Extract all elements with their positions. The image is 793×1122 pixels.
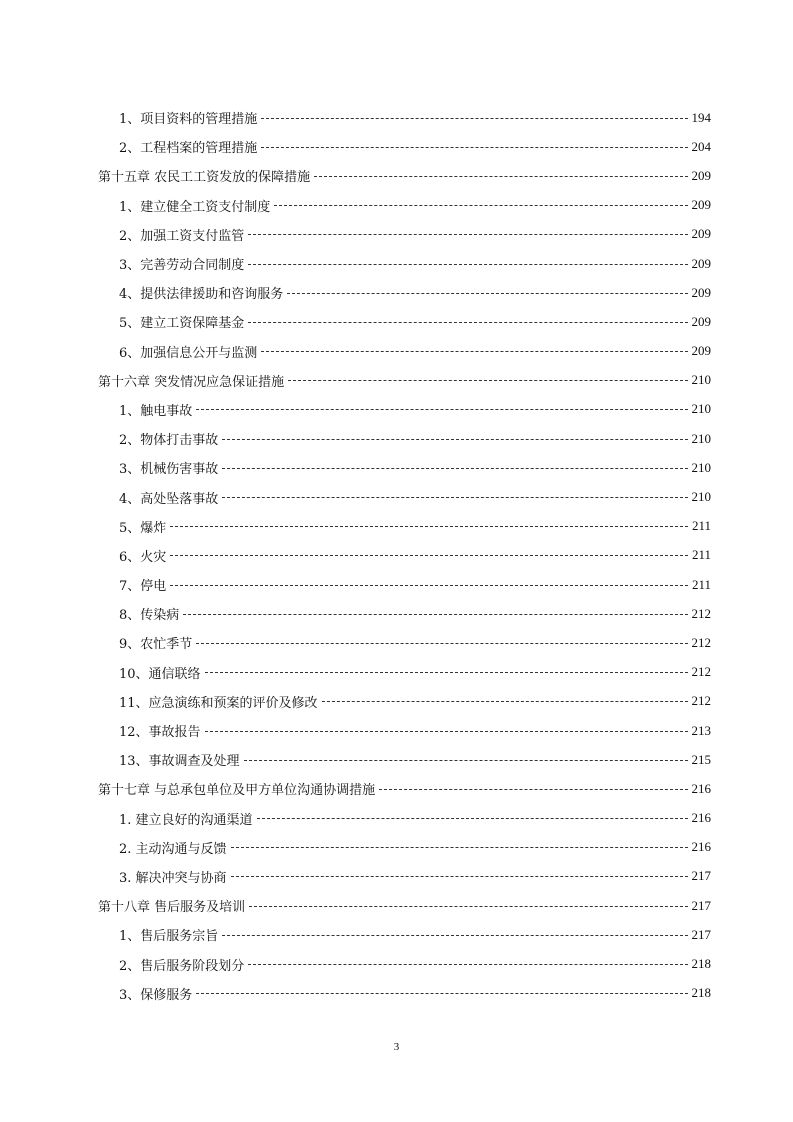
toc-leader-dots — [183, 613, 687, 615]
toc-section-entry[interactable] — [98, 979, 711, 1008]
toc-entry-title: 8、传染病 — [119, 608, 180, 624]
toc-section-entry[interactable] — [98, 191, 711, 220]
toc-section-entry[interactable] — [98, 687, 711, 716]
toc-section-entry[interactable] — [98, 599, 711, 628]
toc-entry-page: 194 — [691, 109, 711, 125]
toc-entry-page: 209 — [691, 226, 711, 242]
toc-leader-dots — [222, 467, 687, 469]
toc-leader-dots — [170, 554, 688, 556]
toc-entry-page: 217 — [691, 897, 711, 913]
toc-entry-title: 1、项目资料的管理措施 — [119, 112, 258, 128]
toc-entry-title: 13、事故调查及处理 — [119, 754, 240, 770]
toc-section-entry[interactable] — [98, 541, 711, 570]
toc-entry-title: 第十八章 售后服务及培训 — [98, 900, 246, 916]
toc-entry-title: 4、高处坠落事故 — [119, 491, 219, 507]
toc-entry-page: 210 — [691, 372, 711, 388]
toc-entry-title: 2、物体打击事故 — [119, 433, 219, 449]
toc-section-entry[interactable] — [98, 628, 711, 657]
toc-entry-title: 5、建立工资保障基金 — [119, 316, 245, 332]
toc-leader-dots — [196, 992, 687, 994]
toc-leader-dots — [274, 204, 687, 206]
toc-leader-dots — [231, 846, 688, 848]
toc-entry-page: 209 — [691, 343, 711, 359]
toc-entry-page: 212 — [691, 664, 711, 680]
toc-entry-title: 5、爆炸 — [119, 520, 167, 536]
toc-leader-dots — [261, 350, 687, 352]
toc-section-entry[interactable] — [98, 570, 711, 599]
toc-leader-dots — [222, 438, 687, 440]
toc-leader-dots — [257, 817, 688, 819]
toc-entry-page: 209 — [691, 313, 711, 329]
toc-chapter-entry[interactable] — [98, 366, 711, 395]
toc-leader-dots — [288, 379, 687, 381]
toc-leader-dots — [205, 730, 688, 732]
toc-entry-title: 7、停电 — [119, 579, 167, 595]
toc-entry-page: 209 — [691, 255, 711, 271]
toc-chapter-entry[interactable] — [98, 891, 711, 920]
toc-entry-title: 第十五章 农民工工资发放的保障措施 — [98, 170, 311, 186]
toc-entry-title: 6、火灾 — [119, 549, 167, 565]
toc-entry-title: 11、应急演练和预案的评价及修改 — [119, 695, 318, 711]
toc-entry-page: 209 — [691, 167, 711, 183]
toc-entry-title: 3、机械伤害事故 — [119, 462, 219, 478]
toc-entry-page: 209 — [691, 197, 711, 213]
toc-chapter-entry[interactable] — [98, 161, 711, 190]
toc-entry-title: 1、触电事故 — [119, 403, 193, 419]
toc-leader-dots — [244, 759, 688, 761]
toc-section-entry[interactable] — [98, 949, 711, 978]
toc-leader-dots — [231, 875, 688, 877]
toc-leader-dots — [222, 934, 687, 936]
toc-entry-page: 216 — [691, 839, 711, 855]
toc-entry-title: 1、售后服务宗旨 — [119, 929, 219, 945]
toc-entry-title: 3、完善劳动合同制度 — [119, 258, 245, 274]
toc-section-entry[interactable] — [98, 132, 711, 161]
toc-entry-title: 第十六章 突发情况应急保证措施 — [98, 374, 285, 390]
toc-section-entry[interactable] — [98, 395, 711, 424]
toc-entry-title: 6、加强信息公开与监测 — [119, 345, 258, 361]
toc-section-entry[interactable] — [98, 745, 711, 774]
toc-entry-page: 212 — [691, 605, 711, 621]
toc-entry-page: 210 — [691, 430, 711, 446]
toc-section-entry[interactable] — [98, 249, 711, 278]
toc-section-entry[interactable] — [98, 453, 711, 482]
toc-entry-page: 217 — [691, 926, 711, 942]
toc-entry-title: 12、事故报告 — [119, 725, 201, 741]
toc-entry-page: 213 — [691, 722, 711, 738]
toc-section-entry[interactable] — [98, 103, 711, 132]
toc-section-entry[interactable] — [98, 337, 711, 366]
toc-entry-page: 218 — [691, 985, 711, 1001]
toc-entry-title: 2、工程档案的管理措施 — [119, 141, 258, 157]
toc-entry-page: 211 — [691, 518, 711, 534]
toc-entry-title: 2、售后服务阶段划分 — [119, 958, 245, 974]
toc-section-entry[interactable] — [98, 804, 711, 833]
toc-entry-title: 9、农忙季节 — [119, 637, 193, 653]
toc-entry-page: 217 — [691, 868, 711, 884]
toc-entry-page: 212 — [691, 634, 711, 650]
toc-entry-title: 3、保修服务 — [119, 987, 193, 1003]
toc-leader-dots — [379, 788, 687, 790]
toc-entry-title: 1. 建立良好的沟通渠道 — [119, 812, 253, 828]
toc-entry-page: 216 — [691, 810, 711, 826]
page-number: 3 — [393, 1041, 400, 1053]
toc-leader-dots — [249, 905, 687, 907]
toc-leader-dots — [222, 496, 687, 498]
toc-entry-title: 2、加强工资支付监管 — [119, 228, 245, 244]
toc-leader-dots — [261, 146, 687, 148]
toc-leader-dots — [196, 408, 687, 410]
toc-section-entry[interactable] — [98, 512, 711, 541]
toc-entry-page: 211 — [691, 547, 711, 563]
toc-section-entry[interactable] — [98, 278, 711, 307]
toc-entry-page: 212 — [691, 693, 711, 709]
toc-entry-title: 2. 主动沟通与反馈 — [119, 841, 227, 857]
toc-entry-page: 209 — [691, 284, 711, 300]
toc-section-entry[interactable] — [98, 220, 711, 249]
toc-entry-title: 第十七章 与总承包单位及甲方单位沟通协调措施 — [98, 783, 376, 799]
toc-section-entry[interactable] — [98, 862, 711, 891]
toc-leader-dots — [314, 175, 687, 177]
toc-leader-dots — [261, 117, 687, 119]
toc-section-entry[interactable] — [98, 920, 711, 949]
toc-section-entry[interactable] — [98, 482, 711, 511]
toc-leader-dots — [322, 700, 688, 702]
toc-entry-page: 210 — [691, 459, 711, 475]
toc-leader-dots — [248, 321, 687, 323]
toc-entry-title: 10、通信联络 — [119, 666, 201, 682]
toc-entry-page: 211 — [691, 576, 711, 592]
toc-leader-dots — [205, 671, 688, 673]
toc-section-entry[interactable] — [98, 716, 711, 745]
toc-entry-page: 210 — [691, 401, 711, 417]
toc-chapter-entry[interactable] — [98, 774, 711, 803]
toc-section-entry[interactable] — [98, 424, 711, 453]
toc-entry-title: 4、提供法律援助和咨询服务 — [119, 287, 284, 303]
toc-leader-dots — [248, 263, 687, 265]
table-of-contents — [98, 103, 711, 1008]
toc-leader-dots — [170, 584, 688, 586]
toc-section-entry[interactable] — [98, 658, 711, 687]
toc-section-entry[interactable] — [98, 833, 711, 862]
toc-leader-dots — [196, 642, 687, 644]
toc-entry-page: 204 — [691, 138, 711, 154]
toc-section-entry[interactable] — [98, 307, 711, 336]
toc-entry-title: 1、建立健全工资支付制度 — [119, 199, 271, 215]
toc-entry-page: 215 — [691, 751, 711, 767]
toc-leader-dots — [287, 292, 687, 294]
toc-entry-page: 216 — [691, 780, 711, 796]
toc-leader-dots — [170, 525, 688, 527]
toc-entry-page: 218 — [691, 956, 711, 972]
toc-entry-title: 3. 解决冲突与协商 — [119, 870, 227, 886]
toc-entry-page: 210 — [691, 489, 711, 505]
toc-leader-dots — [248, 963, 687, 965]
toc-leader-dots — [248, 233, 687, 235]
